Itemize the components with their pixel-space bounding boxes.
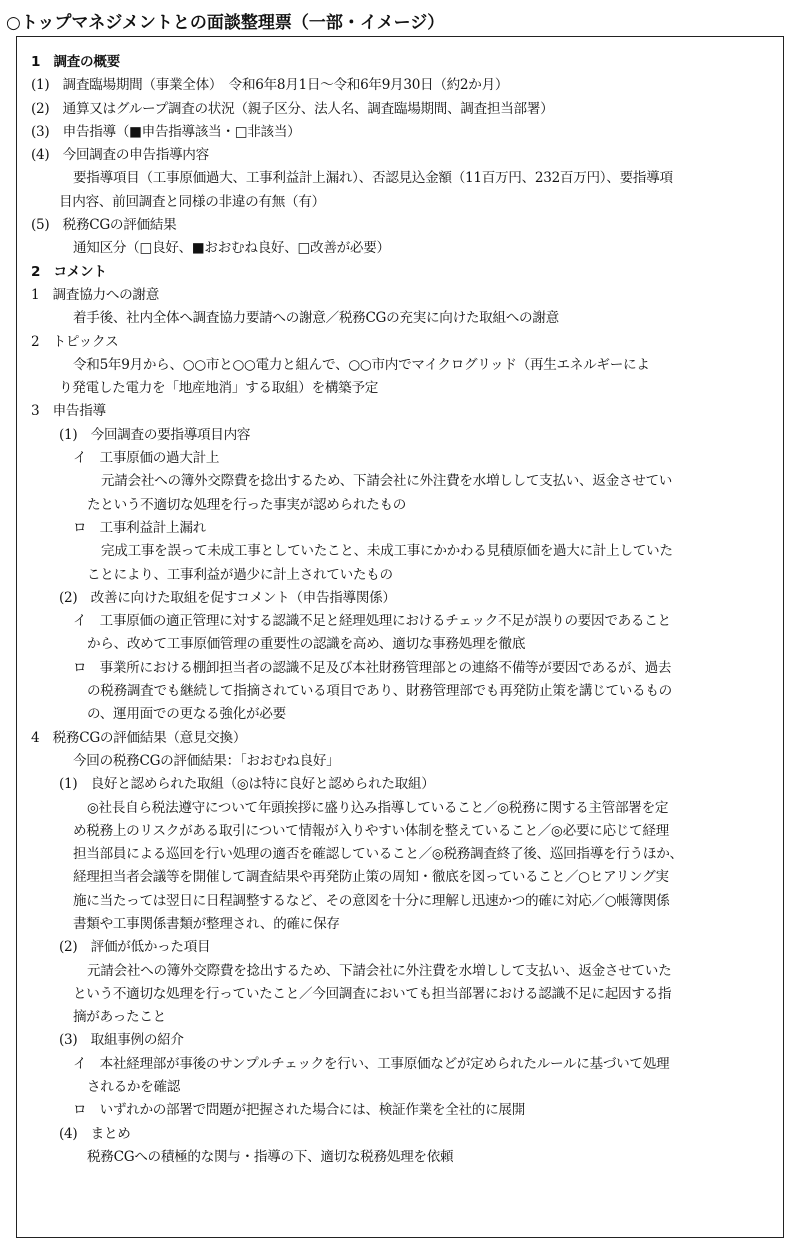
text-line: ロ 工事利益計上漏れ: [73, 519, 206, 536]
text-line: から、改めて工事原価管理の重要性の認識を高め、適切な事務処理を徹底: [87, 636, 526, 653]
text-line: ロ いずれかの部署で問題が把握された場合には、検証作業を全社的に展開: [73, 1102, 525, 1119]
text-line: ◎社長自ら税法遵守について年頭挨拶に盛り込み指導していること／◎税務に関する主管部署を定: [87, 799, 669, 816]
text-line: ことにより、工事利益が過少に計上されていたもの: [87, 566, 393, 583]
text-line: イ 工事原価の過大計上: [73, 450, 220, 467]
text-line: 着手後、社内全体へ調査協力要請への謝意／税務CGの充実に向けた取組への謝意: [73, 310, 559, 327]
text-line: め税務上のリスクがある取引について情報が入りやすい体制を整えていること／◎必要に応じて経理: [73, 822, 669, 839]
text-line: されるかを確認: [87, 1079, 181, 1096]
text-line: 目内容、前回調査と同様の非違の有無（有）: [59, 193, 325, 210]
text-line: 令和5年9月から、○○市と○○電力と組んで、○○市内でマイクログリッド（再生エネルギーによ: [73, 356, 650, 373]
text-line: (2) 評価が低かった項目: [59, 939, 211, 956]
section-heading: 1 調査の概要: [31, 54, 120, 70]
text-line: 書類や工事関係書類が整理され、的確に保存: [73, 915, 340, 932]
text-line: (5) 税務CGの評価結果: [31, 217, 177, 234]
text-line: イ 本社経理部が事後のサンプルチェックを行い、工事原価などが定められたルールに基づいて処理: [73, 1055, 670, 1072]
text-line: 元請会社への簿外交際費を捻出するため、下請会社に外注費を水増しして支払い、返金させていた: [87, 962, 672, 979]
text-line: (3) 取組事例の紹介: [59, 1032, 184, 1049]
text-line: の税務調査でも継続して指摘されている項目であり、財務管理部でも再発防止策を講じているもの: [87, 683, 672, 700]
text-line: 今回の税務CGの評価結果：「おおむね良好」: [73, 752, 340, 769]
text-line: (2) 通算又はグループ調査の状況（親子区分、法人名、調査臨場期間、調査担当部署）: [31, 100, 554, 117]
text-line: (3) 申告指導（■申告指導該当・□非該当）: [31, 123, 301, 140]
text-line: 3 申告指導: [31, 403, 106, 420]
section-heading: 2 コメント: [31, 263, 107, 280]
text-line: り発電した電力を「地産地消」する取組）を構築予定: [59, 380, 379, 397]
text-line: 摘があったこと: [73, 1009, 166, 1026]
text-line: (4) まとめ: [59, 1125, 131, 1142]
text-line: (2) 改善に向けた取組を促すコメント（申告指導関係）: [59, 589, 396, 606]
text-line: 1 調査協力への謝意: [31, 286, 159, 303]
text-line: 担当部員による巡回を行い処理の適否を確認していること／◎税務調査終了後、巡回指導を行うほか、: [73, 846, 683, 863]
text-line: 要指導項目（工事原価過大、工事利益計上漏れ）、否認見込金額（11百万円、232百万円）、要指導項: [73, 170, 673, 187]
document-body: [31, 51, 775, 1169]
text-line: (1) 良好と認められた取組（◎は特に良好と認められた取組）: [59, 776, 435, 793]
text-line: という不適切な処理を行っていたこと／今回調査においても担当部署における認識不足に起因する指: [73, 985, 672, 1002]
text-line: 施に当たっては翌日に日程調整するなど、その意図を十分に理解し迅速かつ的確に対応／○帳簿関係: [73, 892, 670, 909]
text-line: 税務CGへの積極的な関与・指導の下、適切な税務処理を依頼: [87, 1148, 454, 1165]
text-line: たという不適切な処理を行った事実が認められたもの: [87, 496, 407, 513]
document-frame: [16, 36, 784, 1238]
text-line: 経理担当者会議等を開催して調査結果や再発防止策の周知・徹底を図っていること／○ヒアリング実: [73, 869, 669, 886]
text-line: の、運用面での更なる強化が必要: [87, 706, 286, 723]
text-line: (1) 今回調査の要指導項目内容: [59, 426, 251, 443]
text-line: (4) 今回調査の申告指導内容: [31, 147, 209, 164]
text-line: 2 トピックス: [31, 333, 119, 350]
text-line: (1) 調査臨場期間（事業全体） 令和6年8月1日～令和6年9月30日（約2か月）: [31, 77, 509, 94]
text-line: 通知区分（□良好、■おおむね良好、□改善が必要）: [73, 240, 390, 257]
text-line: 4 税務CGの評価結果（意見交換）: [31, 729, 247, 746]
text-line: 元請会社への簿外交際費を捻出するため、下請会社に外注費を水増しして支払い、返金させてい: [101, 473, 673, 490]
text-line: 完成工事を誤って未成工事としていたこと、未成工事にかかわる見積原価を過大に計上していた: [101, 543, 673, 560]
text-line: ロ 事業所における棚卸担当者の認識不足及び本社財務管理部との連絡不備等が要因であるが、過去: [73, 659, 672, 676]
text-line: イ 工事原価の適正管理に対する認識不足と経理処理におけるチェック不足が誤りの要因であること: [73, 613, 671, 630]
page-title: ○トップマネジメントとの面談整理票（一部・イメージ）: [6, 13, 445, 33]
